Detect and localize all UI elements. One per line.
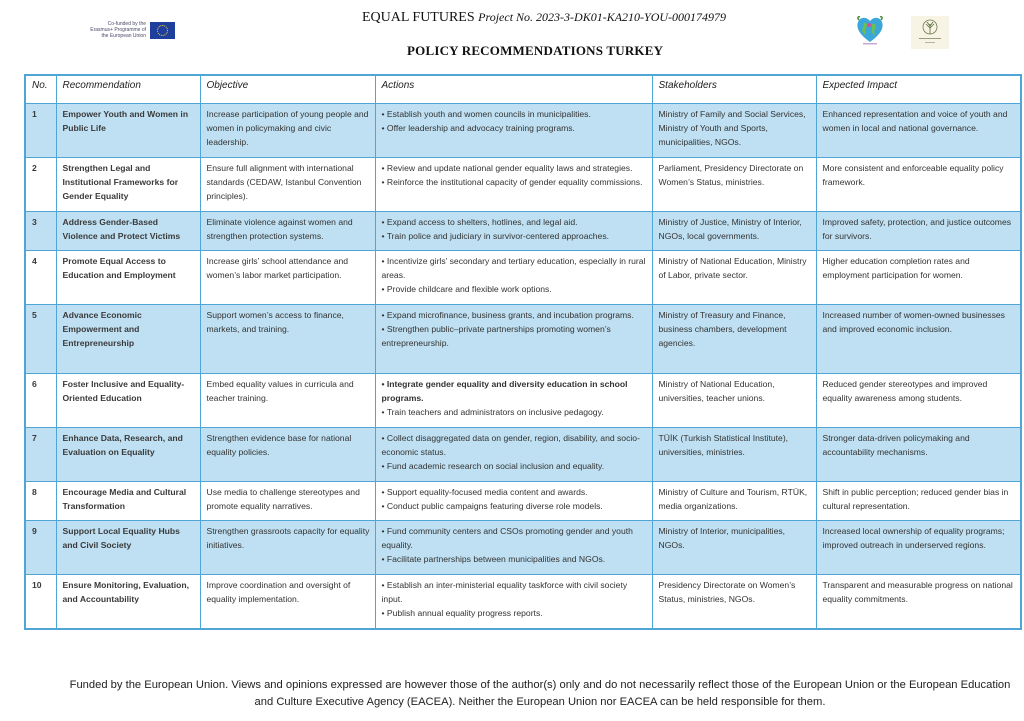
cell-no: 3 <box>25 212 56 251</box>
cell-actions <box>375 374 652 428</box>
cell-impact: More consistent and enforceable equality policy framework. <box>816 158 1021 212</box>
column-header-actions: Actions <box>375 75 652 104</box>
cell-objective: Embed equality values in curricula and teacher training. <box>200 374 375 428</box>
action-item: • Collect disaggregated data on gender, region, disability, and socio-economic status. <box>381 433 640 457</box>
cell-recommendation: Strengthen Legal and Institutional Frameworks for Gender Equality <box>56 158 200 212</box>
cell-actions <box>375 158 652 212</box>
cell-objective: Use media to challenge stereotypes and promote equality narratives. <box>200 482 375 521</box>
table-header-row <box>25 75 1021 104</box>
cell-no: 7 <box>25 428 56 482</box>
action-item: • Incentivize girls’ secondary and tertiary education, especially in rural areas. <box>381 256 646 280</box>
action-item: • Review and update national gender equality laws and strategies. <box>381 163 633 173</box>
cell-recommendation: Support Local Equality Hubs and Civil Society <box>56 521 200 575</box>
title-main: EQUAL FUTURES <box>362 10 475 25</box>
cell-impact: Stronger data-driven policymaking and accountability mechanisms. <box>816 428 1021 482</box>
cell-objective: Ensure full alignment with international standards (CEDAW, Istanbul Convention principles). <box>200 158 375 212</box>
cell-actions <box>375 428 652 482</box>
project-number: Project No. 2023-3-DK01-KA210-YOU-000174979 <box>478 10 727 24</box>
cell-no: 5 <box>25 305 56 374</box>
action-item: • Publish annual equality progress reports. <box>381 608 543 618</box>
eu-cofunded-logo <box>86 21 175 39</box>
cell-no: 6 <box>25 374 56 428</box>
cell-recommendation: Enhance Data, Research, and Evaluation on Equality <box>56 428 200 482</box>
column-header-recommendation: Recommendation <box>56 75 200 104</box>
action-item: • Expand microfinance, business grants, and incubation programs. <box>381 310 634 320</box>
document-subtitle: POLICY RECOMMENDATIONS TURKEY <box>407 43 664 58</box>
cell-stakeholders: Ministry of National Education, Ministry of Labor, private sector. <box>652 251 816 305</box>
action-item: • Expand access to shelters, hotlines, and legal aid. <box>381 217 578 227</box>
table-row <box>25 305 1021 374</box>
cell-no: 4 <box>25 251 56 305</box>
action-item: • Provide childcare and flexible work options. <box>381 284 552 294</box>
cell-no: 9 <box>25 521 56 575</box>
table-row <box>25 104 1021 158</box>
document-title <box>362 10 726 26</box>
cell-impact: Transparent and measurable progress on national equality commitments. <box>816 575 1021 629</box>
table-row <box>25 374 1021 428</box>
eu-flag-icon <box>150 22 175 39</box>
cell-actions <box>375 305 652 374</box>
eu-logo-text: Co-funded by the Erasmus+ Programme of the European Union <box>90 21 146 39</box>
table-row <box>25 158 1021 212</box>
column-header-stakeholders: Stakeholders <box>652 75 816 104</box>
eu-funding-disclaimer: Funded by the European Union. Views and opinions expressed are however those of the author(s) only and do not necessarily reflect those of the European Union or the European Education and Culture Executive Agency (EACEA). Neither the European Union nor EACEA can be held responsible for them. <box>69 679 1011 708</box>
action-item: • Fund academic research on social inclusion and equality. <box>381 461 605 471</box>
cell-objective: Increase participation of young people and women in policymaking and civic leadership. <box>200 104 375 158</box>
cell-objective: Improve coordination and oversight of equality implementation. <box>200 575 375 629</box>
cell-impact: Increased local ownership of equality programs; improved outreach in underserved regions. <box>816 521 1021 575</box>
cell-recommendation: Advance Economic Empowerment and Entrepreneurship <box>56 305 200 374</box>
cell-stakeholders: Ministry of Family and Social Services, Ministry of Youth and Sports, municipalities, NGOs. <box>652 104 816 158</box>
action-item: • Train police and judiciary in survivor-centered approaches. <box>381 231 610 241</box>
policy-recommendations-table <box>24 74 1022 630</box>
action-item: • Reinforce the institutional capacity of gender equality commissions. <box>381 177 643 187</box>
cell-objective: Strengthen evidence base for national equality policies. <box>200 428 375 482</box>
action-item: • Strengthen public–private partnerships promoting women’s entrepreneurship. <box>381 324 611 348</box>
table-row <box>25 251 1021 305</box>
cell-impact: Reduced gender stereotypes and improved equality awareness among students. <box>816 374 1021 428</box>
action-item: • Establish youth and women councils in municipalities. <box>381 109 591 119</box>
cell-no: 2 <box>25 158 56 212</box>
cell-actions <box>375 212 652 251</box>
cell-impact: Enhanced representation and voice of youth and women in local and national governance. <box>816 104 1021 158</box>
cell-recommendation: Ensure Monitoring, Evaluation, and Accountability <box>56 575 200 629</box>
cell-no: 1 <box>25 104 56 158</box>
column-header-expected-impact: Expected Impact <box>816 75 1021 104</box>
cell-stakeholders: Ministry of Treasury and Finance, business chambers, development agencies. <box>652 305 816 374</box>
action-item: • Train teachers and administrators on inclusive pedagogy. <box>381 407 604 417</box>
cell-objective: Support women’s access to finance, markets, and training. <box>200 305 375 374</box>
tree-logo-icon <box>911 16 949 49</box>
table-row <box>25 212 1021 251</box>
cell-stakeholders: Ministry of Interior, municipalities, NGOs. <box>652 521 816 575</box>
cell-stakeholders: Ministry of Culture and Tourism, RTÜK, media organizations. <box>652 482 816 521</box>
action-item: • Fund community centers and CSOs promoting gender and youth equality. <box>381 526 633 550</box>
heart-globe-logo-icon <box>855 14 885 46</box>
table-row <box>25 521 1021 575</box>
table-row <box>25 482 1021 521</box>
cell-impact: Higher education completion rates and employment participation for women. <box>816 251 1021 305</box>
cell-stakeholders: Presidency Directorate on Women’s Status, ministries, NGOs. <box>652 575 816 629</box>
cell-actions <box>375 104 652 158</box>
cell-objective: Increase girls’ school attendance and women’s labor market participation. <box>200 251 375 305</box>
cell-impact: Increased number of women-owned businesses and improved economic inclusion. <box>816 305 1021 374</box>
cell-recommendation: Foster Inclusive and Equality-Oriented Education <box>56 374 200 428</box>
cell-actions <box>375 251 652 305</box>
action-item: • Offer leadership and advocacy training programs. <box>381 123 575 133</box>
cell-stakeholders: Ministry of National Education, universities, teacher unions. <box>652 374 816 428</box>
cell-actions <box>375 575 652 629</box>
action-item: • Support equality-focused media content and awards. <box>381 487 588 497</box>
cell-no: 10 <box>25 575 56 629</box>
table-row <box>25 575 1021 629</box>
cell-recommendation: Address Gender-Based Violence and Protect Victims <box>56 212 200 251</box>
cell-actions <box>375 482 652 521</box>
cell-stakeholders: Parliament, Presidency Directorate on Women’s Status, ministries. <box>652 158 816 212</box>
cell-stakeholders: TÜİK (Turkish Statistical Institute), universities, ministries. <box>652 428 816 482</box>
cell-no: 8 <box>25 482 56 521</box>
cell-recommendation: Encourage Media and Cultural Transformation <box>56 482 200 521</box>
action-item: • Facilitate partnerships between municipalities and NGOs. <box>381 554 606 564</box>
cell-objective: Eliminate violence against women and strengthen protection systems. <box>200 212 375 251</box>
cell-actions <box>375 521 652 575</box>
cell-recommendation: Empower Youth and Women in Public Life <box>56 104 200 158</box>
cell-recommendation: Promote Equal Access to Education and Employment <box>56 251 200 305</box>
cell-stakeholders: Ministry of Justice, Ministry of Interior, NGOs, local governments. <box>652 212 816 251</box>
cell-impact: Improved safety, protection, and justice outcomes for survivors. <box>816 212 1021 251</box>
action-item: • Integrate gender equality and diversity education in school programs. <box>381 379 628 403</box>
column-header-no: No. <box>25 75 56 104</box>
cell-objective: Strengthen grassroots capacity for equality initiatives. <box>200 521 375 575</box>
action-item: • Establish an inter-ministerial equality taskforce with civil society input. <box>381 580 628 604</box>
action-item: • Conduct public campaigns featuring diverse role models. <box>381 501 603 511</box>
column-header-objective: Objective <box>200 75 375 104</box>
cell-impact: Shift in public perception; reduced gender bias in cultural representation. <box>816 482 1021 521</box>
table-row <box>25 428 1021 482</box>
